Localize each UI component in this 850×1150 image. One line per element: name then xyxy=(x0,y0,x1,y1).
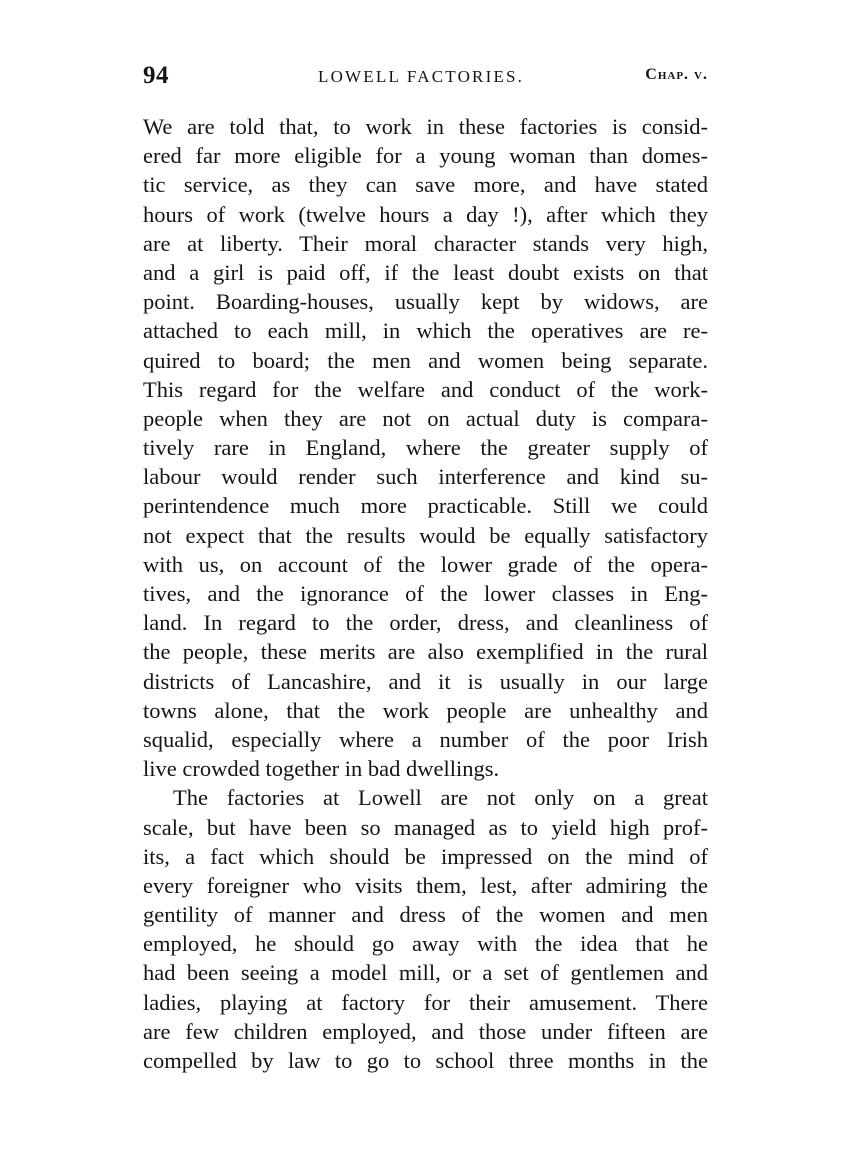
text-line: perintendence much more practicable. Still we could xyxy=(143,493,708,519)
text-line: squalid, especially where a number of the poor Irish xyxy=(143,726,708,752)
text-line: attached to each mill, in which the operatives are re- xyxy=(143,318,708,344)
text-line: quired to board; the men and women being separate. xyxy=(143,347,708,373)
text-line: land. In regard to the order, dress, and cleanliness of xyxy=(143,610,708,636)
text-line: compelled by law to go to school three months in the xyxy=(143,1048,708,1073)
paragraph-1 xyxy=(143,112,708,783)
text-line: had been seeing a model mill, or a set of gentlemen and xyxy=(143,960,708,986)
text-line: the people, these merits are also exemplified in the rural xyxy=(143,639,708,665)
text-line: We are told that, to work in these factories is consid- xyxy=(143,114,708,139)
text-line: its, a fact which should be impressed on the mind of xyxy=(143,843,708,869)
text-line: and a girl is paid off, if the least doubt exists on that xyxy=(143,259,708,285)
text-line: towns alone, that the work people are unhealthy and xyxy=(143,697,708,723)
body-text xyxy=(143,112,708,1075)
text-line: tic service, as they can save more, and have stated xyxy=(143,172,708,198)
page-number: 94 xyxy=(143,62,169,89)
text-line: labour would render such interference and kind su- xyxy=(143,464,708,490)
running-head xyxy=(143,62,708,96)
text-line: tives, and the ignorance of the lower classes in Eng- xyxy=(143,581,708,606)
text-line: gentility of manner and dress of the women and men xyxy=(143,902,708,928)
text-line: tively rare in England, where the greater supply of xyxy=(143,435,708,461)
text-line: with us, on account of the lower grade of the opera- xyxy=(143,551,708,577)
text-line: districts of Lancashire, and it is usually in our large xyxy=(143,668,708,694)
text-line: are few children employed, and those under fifteen are xyxy=(143,1018,708,1044)
text-line: scale, but have been so managed as to yield high prof- xyxy=(143,814,708,840)
text-line: hours of work (twelve hours a day !), after which they xyxy=(143,201,708,227)
text-line: employed, he should go away with the idea that he xyxy=(143,931,708,957)
text-line: are at liberty. Their moral character stands very high, xyxy=(143,230,708,256)
text-line: point. Boarding-houses, usually kept by widows, are xyxy=(143,289,708,315)
chapter-mark: Chap. v. xyxy=(645,66,708,83)
text-line: ered far more eligible for a young woman than domes- xyxy=(143,143,708,169)
text-line: people when they are not on actual duty is compara- xyxy=(143,405,708,431)
text-line: ladies, playing at factory for their amusement. There xyxy=(143,989,708,1015)
running-title: LOWELL FACTORIES. xyxy=(318,67,525,86)
text-line: not expect that the results would be equally satisfactory xyxy=(143,522,708,548)
paragraph-2 xyxy=(143,783,708,1075)
text-line: live crowded together in bad dwellings. xyxy=(143,756,500,782)
text-line: every foreigner who visits them, lest, after admiring the xyxy=(143,872,708,898)
text-line: This regard for the welfare and conduct of the work- xyxy=(143,376,708,402)
text-line: The factories at Lowell are not only on a great xyxy=(173,785,708,811)
